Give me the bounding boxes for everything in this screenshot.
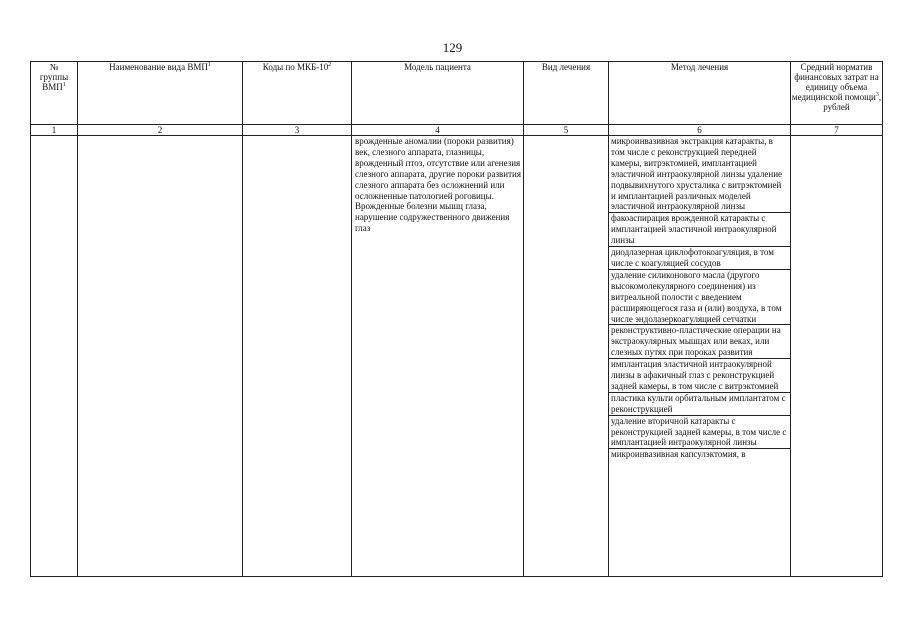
patient-model-text: врожденные аномалии (пороки развития) век, слезного аппарата, глазницы, врожденный птоз, отсутствие или агенезия слезного аппарата, другие пороки развития слезного аппарата без осложнений или осложненные патологией роговицы. Врожденные болезни мышц глаза, нарушение содружественного движения глаз <box>355 136 521 234</box>
header-treatment-method: Метод лечения <box>609 62 791 125</box>
header-group-number: № группы ВМП$^1$ <box>31 62 78 125</box>
method-item: микроинвазивная капсулэктомия, в <box>609 448 790 460</box>
method-item: микроинвазивная экстракция катаракты, в том числе с реконструкцией передней камеры, витрэктомией, имплантацией эластичной интраокулярной линзы удаление подвывихнутого хрусталика с витрэктомией и имплантацией различных моделей эластичной интраокулярной линзы <box>611 136 783 212</box>
method-item: факоаспирация врожденной катаракты с имплантацией эластичной интраокулярной линзы <box>609 212 790 246</box>
cell-icd-codes <box>243 136 352 577</box>
cell-cost-standard <box>791 136 883 577</box>
column-number: 5 <box>524 125 609 136</box>
table-row <box>31 136 883 577</box>
cell-vmp-name <box>78 136 243 577</box>
method-item: пластика культи орбитальным имплантатом с реконструкцией <box>609 392 790 415</box>
column-number: 1 <box>31 125 78 136</box>
header-vmp-name: Наименование вида ВМП$^1$ <box>78 62 243 125</box>
column-number-row <box>31 125 883 136</box>
cell-group-number <box>31 136 78 577</box>
header-icd-codes: Коды по МКБ-$10^2$ <box>243 62 352 125</box>
method-list <box>609 136 790 460</box>
method-item: удаление силиконового масла (другого высокомолекулярного соединения) из витреальной полости с введением расширяющегося газа и (или) воздуха, в том числе эндолазеркоагуляцией сетчатки <box>609 269 790 325</box>
cell-treatment-method <box>609 136 791 577</box>
cell-treatment-type <box>524 136 609 577</box>
column-number: 7 <box>791 125 883 136</box>
page-number: 129 <box>442 40 463 55</box>
column-number: 2 <box>78 125 243 136</box>
method-item: имплантация эластичной интраокулярной линзы в афакичный глаз с реконструкцией задней камеры, в том числе с витрэктомией <box>609 358 790 392</box>
header-row <box>31 62 883 125</box>
header-patient-model: Модель пациента <box>352 62 524 125</box>
vmp-table <box>30 61 883 577</box>
column-number: 4 <box>352 125 524 136</box>
column-number: 6 <box>609 125 791 136</box>
cell-patient-model <box>352 136 524 577</box>
column-number: 3 <box>243 125 352 136</box>
header-cost-standard: Средний норматив финансовых затрат на единицу объема медицинской помощи$^3$, рублей <box>791 62 883 125</box>
method-item: реконструктивно-пластические операции на экстраокулярных мышцах или веках, или слезных путях при пороках развития <box>609 324 790 358</box>
method-item: диодлазерная циклофотокоагуляция, в том числе с коагуляцией сосудов <box>609 246 790 269</box>
header-treatment-type: Вид лечения <box>524 62 609 125</box>
method-item: удаление вторичной катаракты с реконструкцией задней камеры, в том числе с имплантацией интраокулярной линзы <box>609 415 790 449</box>
